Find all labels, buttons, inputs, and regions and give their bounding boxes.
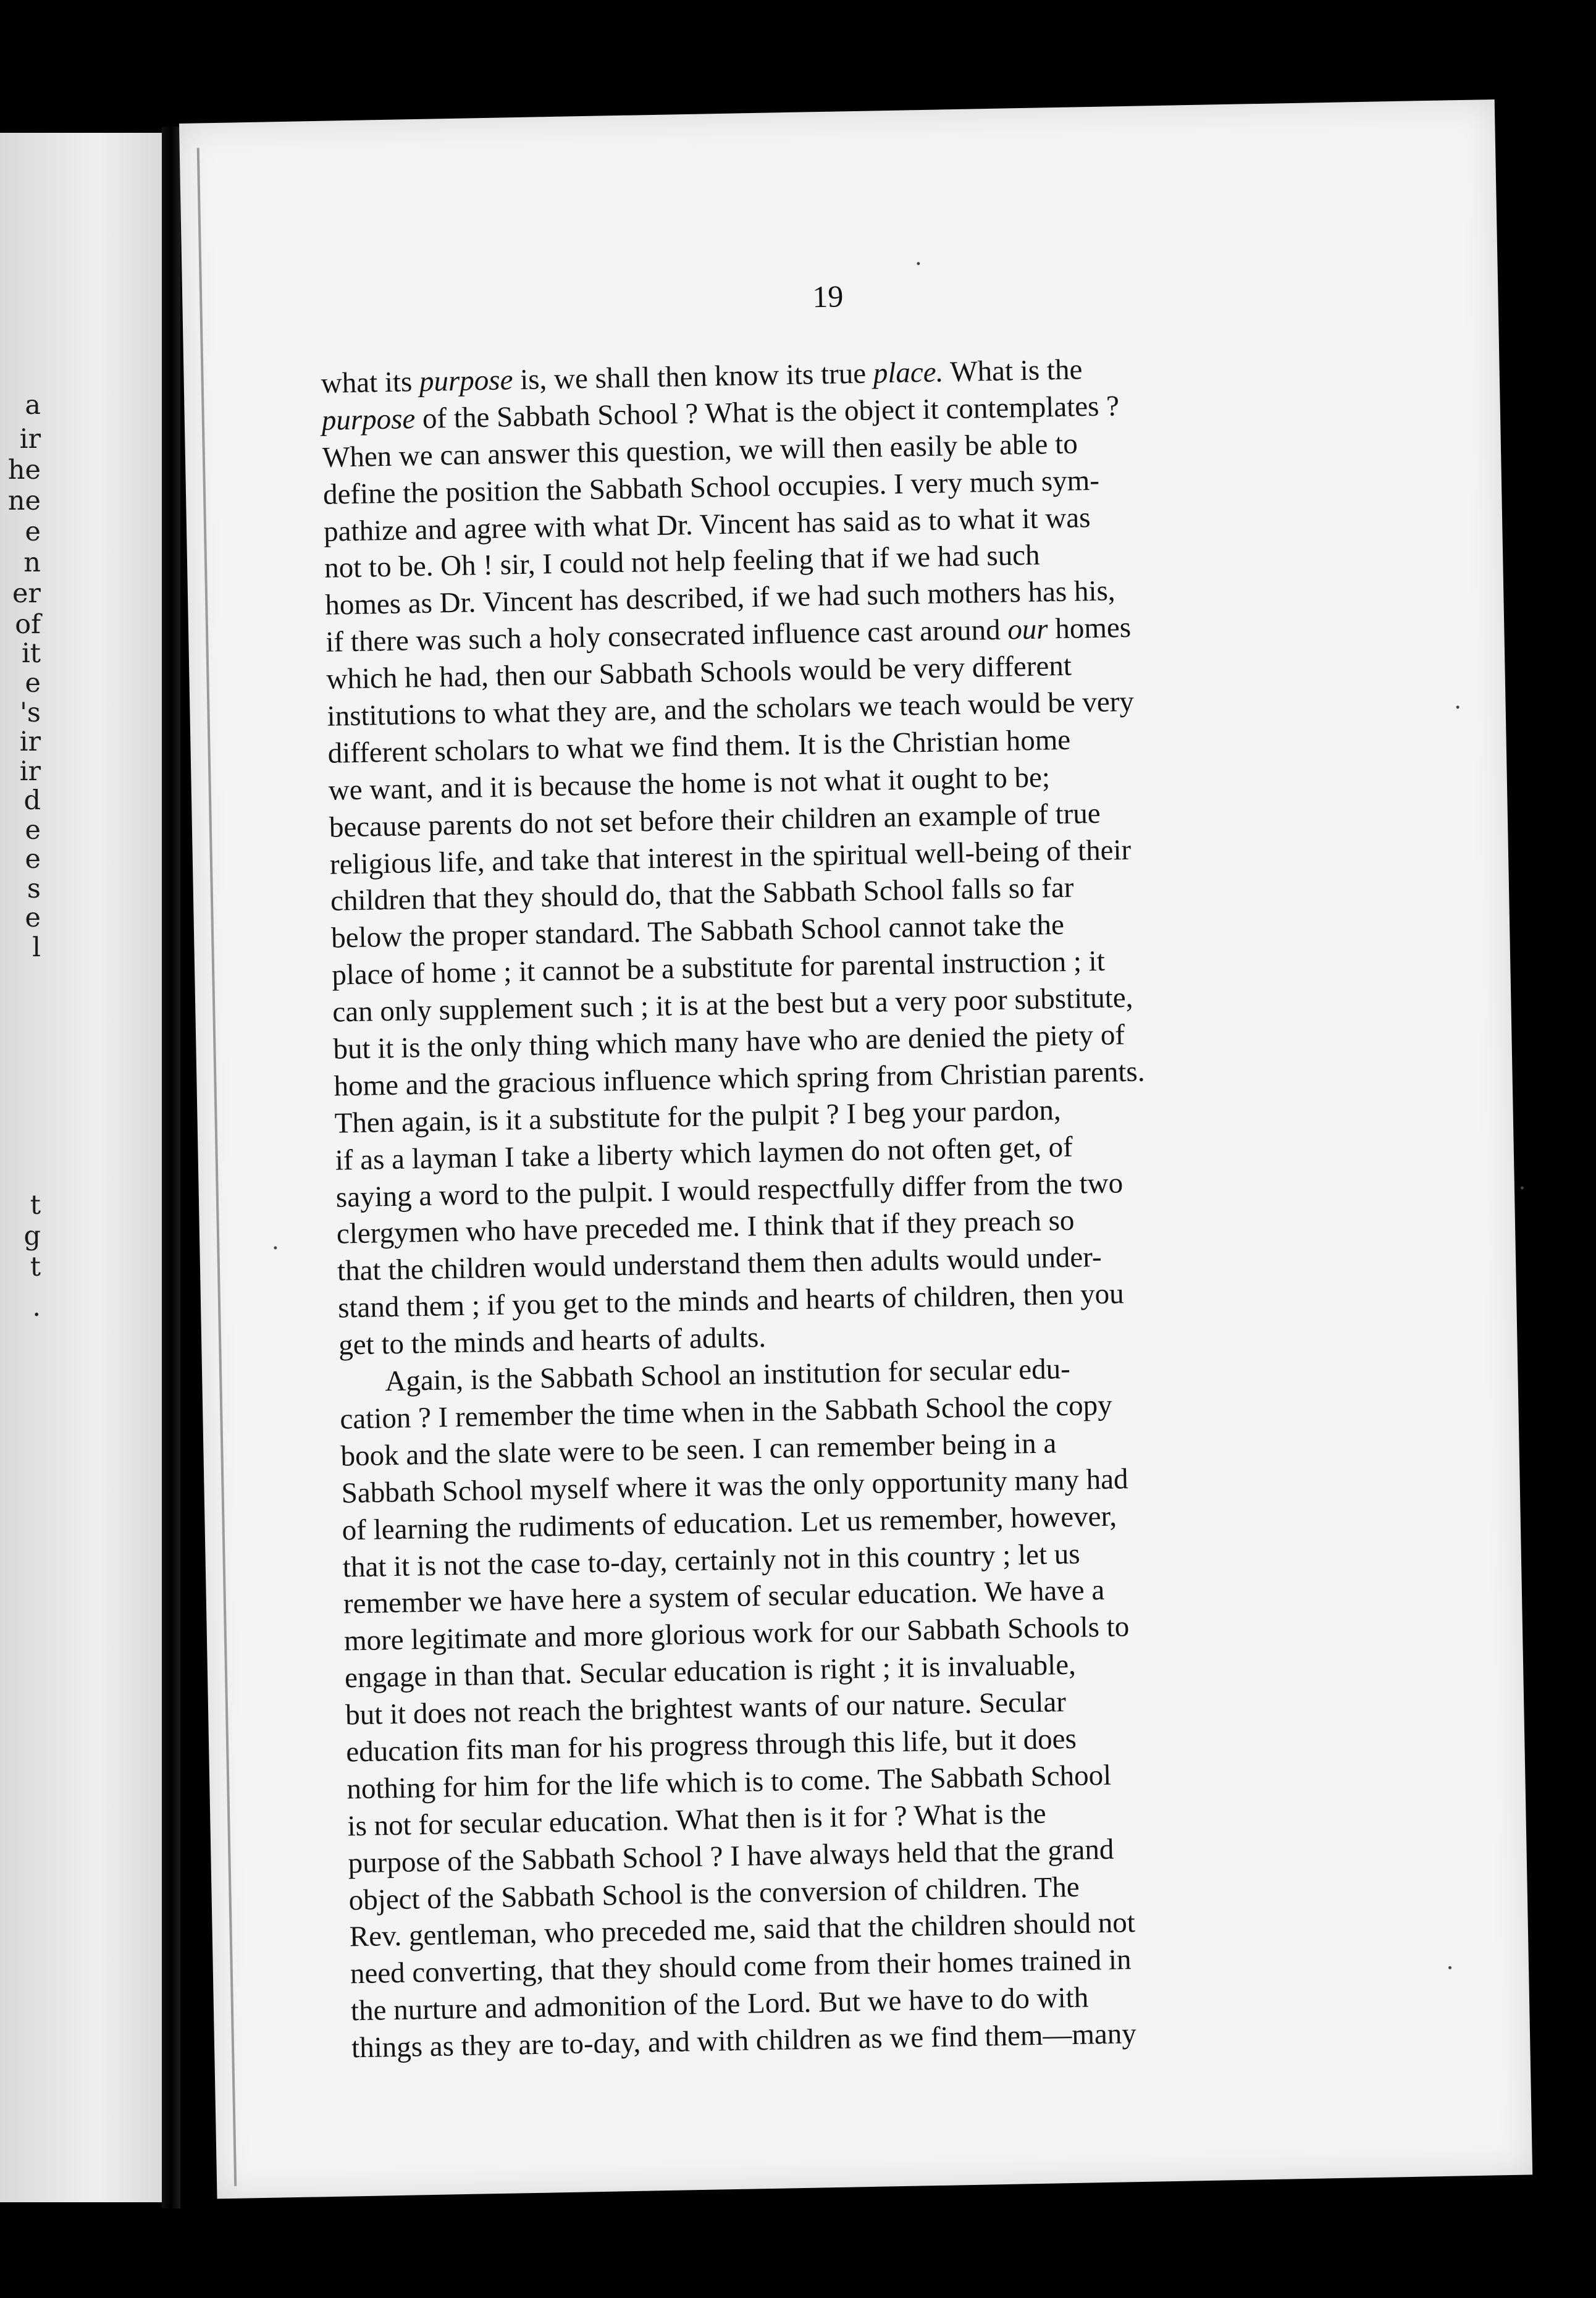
left-page-fragment: 's [20, 697, 41, 728]
text-run: is not for secular education. What then is it for ? What is the [347, 1797, 1047, 1843]
italic-text: purpose [419, 364, 513, 398]
text-run: that it is not the case to-day, certainly not in this country ; let us [342, 1538, 1081, 1584]
text-run: remember we have here a system of secular education. We have a [343, 1574, 1105, 1620]
left-page-fragment: e [25, 668, 41, 699]
text-run: need converting, that they should come from their homes trained in [350, 1943, 1132, 1990]
text-run: can only supplement such ; it is at the best but a very poor substitute, [332, 982, 1133, 1029]
left-page-fragment: e [25, 844, 41, 875]
text-run: if as a layman I take a liberty which laymen do not often get, of [335, 1130, 1073, 1177]
text-run: get to the minds and hearts of adults. [338, 1321, 766, 1362]
text-run: more legitimate and more glorious work for our Sabbath Schools to [343, 1610, 1130, 1657]
left-page-fragment: e [25, 903, 41, 933]
left-page-fragment: it [21, 638, 41, 669]
page-number: 19 [812, 279, 844, 314]
left-page-fragment: e [25, 516, 41, 547]
book-gutter [162, 127, 180, 2208]
text-run: which he had, then our Sabbath Schools would be very different [326, 649, 1072, 696]
text-run: saying a word to the pulpit. I would respectfully differ from the two [335, 1166, 1124, 1214]
text-run: object of the Sabbath School is the conversion of children. The [348, 1871, 1080, 1916]
italic-text: place. [873, 356, 944, 390]
scan-speck [1521, 1186, 1524, 1189]
text-run: nothing for him for the life which is to come. The Sabbath School [346, 1759, 1112, 1806]
left-page-fragment: ne [7, 486, 41, 516]
text-run: the nurture and admonition of the Lord. But we have to do with [350, 1981, 1089, 2027]
left-page-text-fragments [0, 133, 162, 2202]
text-run: book and the slate were to be seen. I can remember being in a [340, 1427, 1057, 1473]
scan-speck [1456, 705, 1460, 709]
text-run: place of home ; it cannot be a substitute for parental instruction ; it [331, 945, 1106, 991]
text-run: things as they are to-day, and with children as we find them—many [351, 2018, 1137, 2064]
text-run: if there was such a holy consecrated influence cast around [325, 613, 1008, 659]
text-run: cation ? I remember the time when in the Sabbath School the copy [340, 1389, 1113, 1436]
text-run: of learning the rudiments of education. Let us remember, however, [342, 1500, 1117, 1547]
scan-speck [274, 1246, 277, 1249]
left-page-fragment: l [32, 932, 41, 963]
text-run: pathize and agree with what Dr. Vincent has said as to what it was [323, 501, 1091, 548]
left-page-fragment: s [27, 873, 41, 904]
text-run: stand them ; if you get to the minds and hearts of children, then you [337, 1277, 1125, 1324]
text-run: but it is the only thing which many have who are denied the piety of [333, 1019, 1125, 1066]
text-run: religious life, and take that interest in the spiritual well-being of their [329, 833, 1132, 881]
left-page-fragment: ir [19, 726, 41, 757]
text-run: we want, and it is because the home is not what it ought to be; [328, 761, 1051, 807]
left-facing-page [0, 133, 162, 2202]
left-page-fragment: e [25, 815, 41, 846]
left-page-fragment: . [32, 1292, 41, 1323]
text-run: Sabbath School myself where it was the only opportunity many had [341, 1462, 1128, 1510]
left-page-fragment: t [30, 1190, 41, 1221]
text-run: engage in than that. Secular education is right ; it is invaluable, [344, 1648, 1077, 1694]
text-run: not to be. Oh ! sir, I could not help feeling that if we had such [324, 539, 1041, 585]
italic-text: our [1007, 613, 1049, 646]
body-text [321, 348, 1330, 2068]
text-run: is, we shall then know its true [512, 357, 874, 397]
text-run: When we can answer this question, we will then easily be able to [322, 427, 1078, 474]
text-run: what its [321, 365, 420, 400]
left-page-fragment: n [23, 547, 41, 578]
text-run: education fits man for his progress through this life, but it does [345, 1722, 1077, 1769]
scan-speck [917, 262, 920, 265]
text-run: Rev. gentleman, who preceded me, said that the children should not [349, 1906, 1136, 1953]
text-run: define the position the Sabbath School occupies. I very much sym- [322, 464, 1100, 511]
left-page-fragment: a [25, 390, 41, 421]
left-page-fragment: ir [19, 424, 41, 455]
left-page-fragment: d [23, 785, 41, 816]
text-run: institutions to what they are, and the scholars we teach would be very [327, 685, 1135, 733]
text-run: that the children would understand them then adults would under- [337, 1241, 1102, 1287]
text-run: homes [1048, 612, 1132, 646]
text-run: children that they should do, that the Sabbath School falls so far [330, 872, 1074, 918]
left-page-fragment: t [30, 1252, 41, 1282]
italic-text: purpose [321, 402, 416, 437]
text-run: Again, is the Sabbath School an institution for secular edu- [384, 1352, 1071, 1398]
left-page-fragment: of [15, 609, 41, 640]
right-page [179, 99, 1532, 2199]
text-run: of the Sabbath School ? What is the object it contemplates ? [414, 390, 1120, 435]
text-run: home and the gracious influence which spring from Christian parents. [334, 1055, 1145, 1103]
text-run: Then again, is it a substitute for the pulpit ? I beg your pardon, [334, 1093, 1062, 1140]
text-run: but it does not reach the brightest wants of our nature. Secular [345, 1686, 1067, 1732]
left-page-fragment: er [12, 578, 41, 609]
text-run: below the proper standard. The Sabbath School cannot take the [330, 909, 1065, 955]
left-page-fragment: he [7, 455, 41, 486]
left-page-fragment: g [23, 1221, 41, 1252]
left-page-fragment: ir [19, 756, 41, 787]
page-edge-rule [197, 148, 237, 2186]
text-run: homes as Dr. Vincent has described, if we had such mothers has his, [324, 574, 1116, 622]
text-run: because parents do not set before their children an example of true [329, 797, 1101, 844]
text-run: purpose of the Sabbath School ? I have always held that the grand [348, 1833, 1114, 1880]
text-run: different scholars to what we find them. It is the Christian home [327, 723, 1071, 770]
text-run: clergymen who have preceded me. I think that if they preach so [336, 1205, 1075, 1251]
scan-speck [1448, 1966, 1451, 1969]
text-run: What is the [943, 353, 1083, 389]
